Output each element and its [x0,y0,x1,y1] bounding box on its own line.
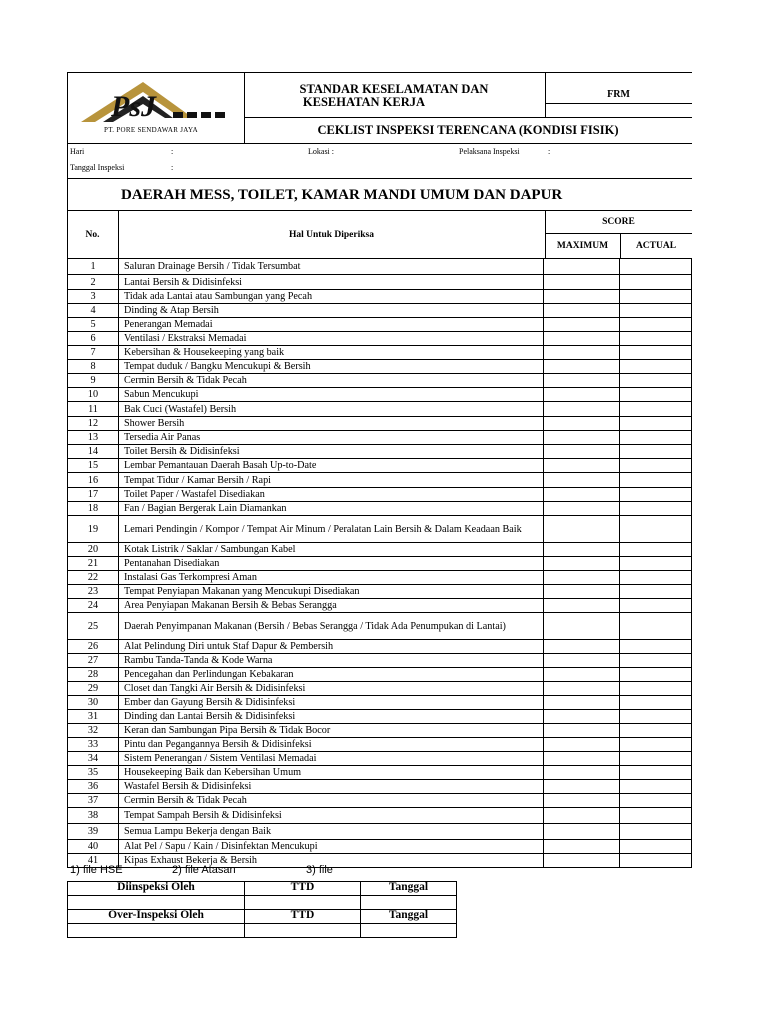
maximum-score-cell[interactable] [544,724,620,738]
header-score: SCORE [602,217,635,227]
table-row [68,640,692,654]
actual-score-cell[interactable] [620,682,692,696]
table-row [68,431,692,445]
actual-score-cell[interactable] [620,402,692,417]
maximum-score-cell[interactable] [544,290,620,304]
actual-score-cell[interactable] [620,304,692,318]
table-row [68,599,692,613]
item-number: 38 [68,808,119,824]
maximum-score-cell[interactable] [544,459,620,473]
actual-score-cell[interactable] [620,794,692,808]
sign-cell[interactable] [361,924,457,938]
item-description: Wastafel Bersih & Didisinfeksi [119,780,544,794]
table-row [68,318,692,332]
item-number: 1 [68,259,119,275]
item-number: 9 [68,374,119,388]
item-number: 23 [68,585,119,599]
item-number: 26 [68,640,119,654]
actual-score-cell[interactable] [620,388,692,402]
table-row [68,259,692,275]
item-number: 32 [68,724,119,738]
sign-cell[interactable] [245,896,361,910]
item-description: Pintu dan Pegangannya Bersih & Didisinfeksi [119,738,544,752]
table-row [68,766,692,780]
table-row [68,473,692,488]
maximum-score-cell[interactable] [544,613,620,640]
item-description: Fan / Bagian Bergerak Lain Diamankan [119,502,544,516]
table-row [68,417,692,431]
table-row [68,275,692,290]
item-description: Lantai Bersih & Didisinfeksi [119,275,544,290]
hari-label: Hari [70,147,85,156]
table-row [68,794,692,808]
item-number: 34 [68,752,119,766]
sign-row-over [68,910,457,924]
diinspeksi-label: Diinspeksi Oleh [68,882,245,896]
item-number: 4 [68,304,119,318]
maximum-score-cell[interactable] [544,640,620,654]
maximum-score-cell[interactable] [544,794,620,808]
table-row [68,374,692,388]
item-number: 36 [68,780,119,794]
actual-score-cell[interactable] [620,557,692,571]
table-row [68,360,692,374]
item-description: Rambu Tanda-Tanda & Kode Warna [119,654,544,668]
item-number: 37 [68,794,119,808]
table-row [68,696,692,710]
actual-score-cell[interactable] [620,431,692,445]
table-row [68,488,692,502]
actual-score-cell[interactable] [620,543,692,557]
frm-label: FRM [607,89,630,100]
actual-score-cell[interactable] [620,738,692,752]
sign-cell[interactable] [68,896,245,910]
item-number: 11 [68,402,119,417]
actual-score-cell[interactable] [620,766,692,780]
table-row [68,854,692,868]
maximum-score-cell[interactable] [544,346,620,360]
item-description: Alat Pelindung Diri untuk Staf Dapur & Pembersih [119,640,544,654]
actual-score-cell[interactable] [620,346,692,360]
header-actual: ACTUAL [635,241,677,251]
item-number: 20 [68,543,119,557]
actual-score-cell[interactable] [620,374,692,388]
item-number: 40 [68,840,119,854]
table-row [68,402,692,417]
sign-cell[interactable] [361,896,457,910]
maximum-score-cell[interactable] [544,502,620,516]
maximum-score-cell[interactable] [544,473,620,488]
maximum-score-cell[interactable] [544,654,620,668]
table-row [68,557,692,571]
checklist-table [67,258,692,868]
item-number: 28 [68,668,119,682]
item-number: 33 [68,738,119,752]
actual-score-cell[interactable] [620,259,692,275]
actual-score-cell[interactable] [620,459,692,473]
item-number: 35 [68,766,119,780]
item-number: 21 [68,557,119,571]
table-row [68,516,692,543]
item-description: Kotak Listrik / Saklar / Sambungan Kabel [119,543,544,557]
table-row [68,780,692,794]
maximum-score-cell[interactable] [544,431,620,445]
table-row [68,724,692,738]
maximum-score-cell[interactable] [544,360,620,374]
maximum-score-cell[interactable] [544,854,620,868]
item-number: 3 [68,290,119,304]
table-row [68,585,692,599]
item-description: Housekeeping Baik dan Kebersihan Umum [119,766,544,780]
lokasi-label: Lokasi : [308,147,334,156]
maximum-score-cell[interactable] [544,824,620,840]
item-number: 29 [68,682,119,696]
table-row [68,824,692,840]
ttd-label-2: TTD [245,910,361,924]
item-number: 12 [68,417,119,431]
item-description: Instalasi Gas Terkompresi Aman [119,571,544,585]
sign-cell[interactable] [68,924,245,938]
item-description: Semua Lampu Bekerja dengan Baik [119,824,544,840]
item-number: 13 [68,431,119,445]
item-number: 22 [68,571,119,585]
actual-score-cell[interactable] [620,724,692,738]
item-description: Sabun Mencukupi [119,388,544,402]
item-number: 8 [68,360,119,374]
table-row [68,445,692,459]
actual-score-cell[interactable] [620,854,692,868]
maximum-score-cell[interactable] [544,840,620,854]
item-number: 27 [68,654,119,668]
over-inspeksi-label: Over-Inspeksi Oleh [68,910,245,924]
item-number: 18 [68,502,119,516]
actual-score-cell[interactable] [620,585,692,599]
table-row [68,808,692,824]
table-row [68,654,692,668]
actual-score-cell[interactable] [620,473,692,488]
item-number: 15 [68,459,119,473]
maximum-score-cell[interactable] [544,599,620,613]
pelaksana-colon: : [548,147,551,156]
header-title-line2: KESEHATAN KERJA [302,95,426,109]
tanggal-colon: : [171,163,174,172]
actual-score-cell[interactable] [620,613,692,640]
svg-text:PsJ: PsJ [111,90,156,123]
item-description: Pencegahan dan Perlindungan Kebakaran [119,668,544,682]
item-number: 5 [68,318,119,332]
item-number: 16 [68,473,119,488]
maximum-score-cell[interactable] [544,332,620,346]
item-number: 10 [68,388,119,402]
actual-score-cell[interactable] [620,445,692,459]
item-description: Alat Pel / Sapu / Kain / Disinfektan Mencukupi [119,840,544,854]
maximum-score-cell[interactable] [544,710,620,724]
maximum-score-cell[interactable] [544,304,620,318]
note-file: 3) file [306,864,333,876]
item-description: Dinding dan Lantai Bersih & Didisinfeksi [119,710,544,724]
maximum-score-cell[interactable] [544,516,620,543]
sign-row-blank-1 [68,896,457,910]
item-description: Kebersihan & Housekeeping yang baik [119,346,544,360]
actual-score-cell[interactable] [620,318,692,332]
actual-score-cell[interactable] [620,840,692,854]
actual-score-cell[interactable] [620,275,692,290]
item-number: 39 [68,824,119,840]
item-description: Cermin Bersih & Tidak Pecah [119,794,544,808]
note-file-hse: 1) file HSE [70,864,123,876]
maximum-score-cell[interactable] [544,668,620,682]
sign-cell[interactable] [245,924,361,938]
actual-score-cell[interactable] [620,599,692,613]
item-description: Toilet Paper / Wastafel Disediakan [119,488,544,502]
maximum-score-cell[interactable] [544,374,620,388]
item-number: 2 [68,275,119,290]
item-description: Tempat Sampah Bersih & Didisinfeksi [119,808,544,824]
maximum-score-cell[interactable] [544,388,620,402]
item-number: 6 [68,332,119,346]
item-description: Kipas Exhaust Bekerja & Bersih [119,854,544,868]
actual-score-cell[interactable] [620,752,692,766]
actual-score-cell[interactable] [620,808,692,824]
table-row [68,710,692,724]
table-row [68,459,692,473]
item-description: Tempat Penyiapan Makanan yang Mencukupi Disediakan [119,585,544,599]
actual-score-cell[interactable] [620,824,692,840]
actual-score-cell[interactable] [620,668,692,682]
actual-score-cell[interactable] [620,417,692,431]
table-row [68,840,692,854]
maximum-score-cell[interactable] [544,417,620,431]
item-description: Tempat Tidur / Kamar Bersih / Rapi [119,473,544,488]
item-description: Penerangan Memadai [119,318,544,332]
actual-score-cell[interactable] [620,332,692,346]
maximum-score-cell[interactable] [544,780,620,794]
item-description: Ember dan Gayung Bersih & Didisinfeksi [119,696,544,710]
maximum-score-cell[interactable] [544,259,620,275]
item-number: 25 [68,613,119,640]
maximum-score-cell[interactable] [544,571,620,585]
item-number: 17 [68,488,119,502]
actual-score-cell[interactable] [620,502,692,516]
maximum-score-cell[interactable] [544,488,620,502]
header-no: No. [85,230,100,240]
table-row [68,332,692,346]
maximum-score-cell[interactable] [544,275,620,290]
item-description: Lemari Pendingin / Kompor / Tempat Air Minum / Peralatan Lain Bersih & Dalam Keadaan Baik [119,516,544,543]
maximum-score-cell[interactable] [544,445,620,459]
table-row [68,668,692,682]
maximum-score-cell[interactable] [544,318,620,332]
item-description: Tempat duduk / Bangku Mencukupi & Bersih [119,360,544,374]
item-description: Area Penyiapan Makanan Bersih & Bebas Serangga [119,599,544,613]
header-maximum: MAXIMUM [556,241,609,251]
maximum-score-cell[interactable] [544,808,620,824]
header-hal: Hal Untuk Diperiksa [289,230,374,240]
sign-row-blank-2 [68,924,457,938]
item-description: Tidak ada Lantai atau Sambungan yang Pecah [119,290,544,304]
maximum-score-cell[interactable] [544,682,620,696]
item-description: Shower Bersih [119,417,544,431]
maximum-score-cell[interactable] [544,696,620,710]
item-number: 24 [68,599,119,613]
maximum-score-cell[interactable] [544,543,620,557]
actual-score-cell[interactable] [620,780,692,794]
item-description: Closet dan Tangki Air Bersih & Didisinfeksi [119,682,544,696]
item-number: 19 [68,516,119,543]
tanggal-label: Tanggal Inspeksi [70,163,125,172]
table-row [68,613,692,640]
actual-score-cell[interactable] [620,488,692,502]
item-description: Keran dan Sambungan Pipa Bersih & Tidak Bocor [119,724,544,738]
company-name: PT. PORE SENDAWAR JAYA [104,126,198,134]
table-row [68,571,692,585]
maximum-score-cell[interactable] [544,402,620,417]
item-number: 30 [68,696,119,710]
item-description: Bak Cuci (Wastafel) Bersih [119,402,544,417]
note-file-atasan: 2) file Atasan [172,864,236,876]
table-row [68,290,692,304]
maximum-score-cell[interactable] [544,738,620,752]
table-row [68,346,692,360]
item-description: Pentanahan Disediakan [119,557,544,571]
item-description: Dinding & Atap Bersih [119,304,544,318]
pelaksana-label: Pelaksana Inspeksi [459,147,520,156]
item-number: 7 [68,346,119,360]
table-row [68,543,692,557]
actual-score-cell[interactable] [620,710,692,724]
item-description: Lembar Pemantauan Daerah Basah Up-to-Date [119,459,544,473]
table-row [68,738,692,752]
item-description: Tersedia Air Panas [119,431,544,445]
actual-score-cell[interactable] [620,571,692,585]
table-row [68,752,692,766]
item-description: Toilet Bersih & Didisinfeksi [119,445,544,459]
maximum-score-cell[interactable] [544,557,620,571]
maximum-score-cell[interactable] [544,766,620,780]
item-description: Daerah Penyimpanan Makanan (Bersih / Bebas Serangga / Tidak Ada Penumpukan di Lantai) [119,613,544,640]
tanggal-label-2: Tanggal [361,910,457,924]
actual-score-cell[interactable] [620,696,692,710]
header-subtitle: CEKLIST INSPEKSI TERENCANA (KONDISI FISIK) [317,123,619,137]
section-title: DAERAH MESS, TOILET, KAMAR MANDI UMUM DAN DAPUR [121,187,563,203]
actual-score-cell[interactable] [620,654,692,668]
maximum-score-cell[interactable] [544,752,620,766]
item-description: Ventilasi / Ekstraksi Memadai [119,332,544,346]
sign-row-diinspeksi [68,882,457,896]
item-number: 31 [68,710,119,724]
item-description: Sistem Penerangan / Sistem Ventilasi Memadai [119,752,544,766]
signature-table [67,881,457,938]
item-number: 14 [68,445,119,459]
item-number: 41 [68,854,119,868]
table-row [68,388,692,402]
table-row [68,502,692,516]
table-row [68,682,692,696]
maximum-score-cell[interactable] [544,585,620,599]
actual-score-cell[interactable] [620,640,692,654]
item-description: Cermin Bersih & Tidak Pecah [119,374,544,388]
item-description: Saluran Drainage Bersih / Tidak Tersumbat [119,259,544,275]
ttd-label-1: TTD [245,882,361,896]
header-title-line1: STANDAR KESELAMATAN DAN [299,82,489,96]
actual-score-cell[interactable] [620,516,692,543]
hari-colon: : [171,147,174,156]
actual-score-cell[interactable] [620,290,692,304]
actual-score-cell[interactable] [620,360,692,374]
tanggal-label-1: Tanggal [361,882,457,896]
table-row [68,304,692,318]
